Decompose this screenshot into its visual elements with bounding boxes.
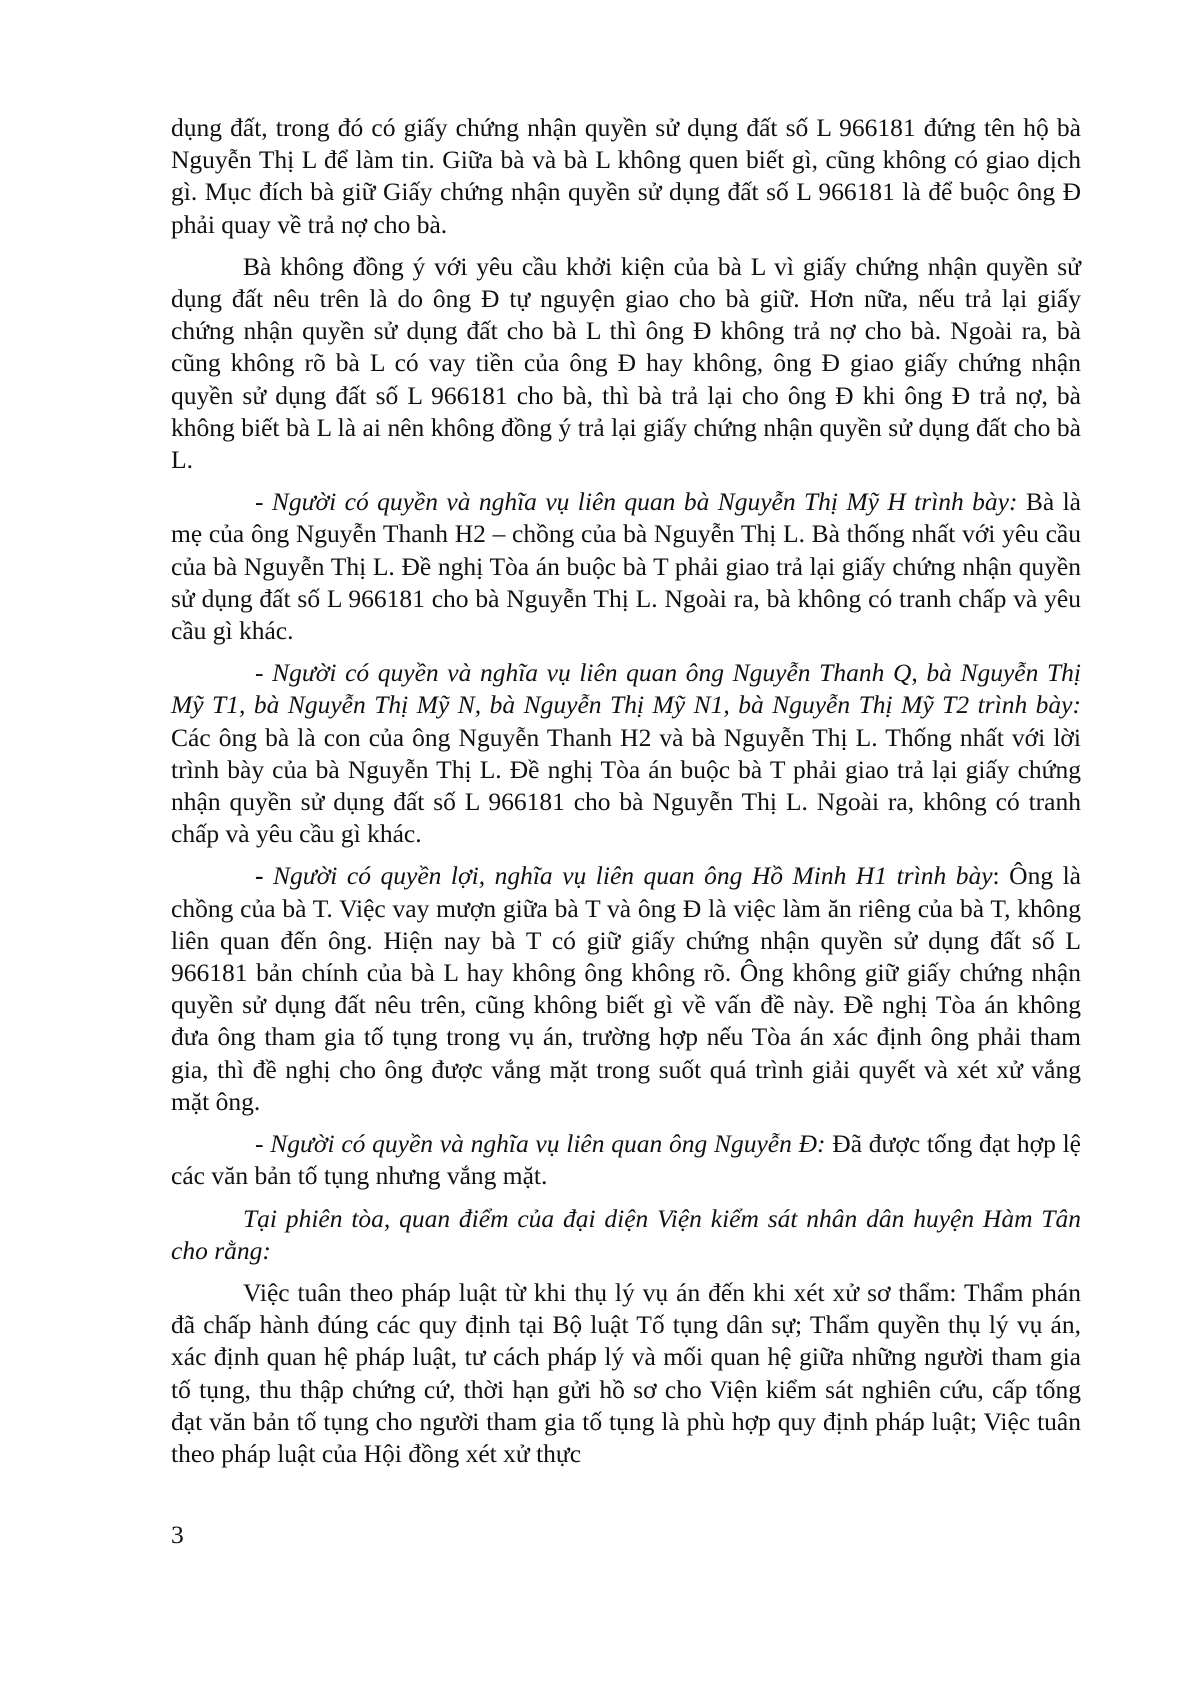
paragraph-5-text: : Ông là chồng của bà T. Việc vay mượn giữa bà T và ông Đ là việc làm ăn riêng của bà T, không liên quan đến ông. Hiện nay bà T có giữ giấy chứng nhận quyền sử dụng đất số L 966181 bản chính của bà L hay không ông không rõ. Ông không giữ giấy chứng nhận quyền sử dụng đất nêu trên, cũng không biết gì về vấn đề này. Đề nghị Tòa án không đưa ông tham gia tố tụng trong vụ án, trường hợp nếu Tòa án xác định ông phải tham gia, thì đề nghị cho ông được vắng mặt trong suốt quá trình giải quyết và xét xử vắng mặt ông. xyxy=(171,861,1082,1116)
paragraph-3-text: Bà là mẹ của ông Nguyễn Thanh H2 – chồng của bà Nguyễn Thị L. Bà thống nhất với yêu cầu của bà Nguyễn Thị L. Đề nghị Tòa án buộc bà T phải giao trả lại giấy chứng nhận quyền sử dụng đất số L 966181 cho bà Nguyễn Thị L. Ngoài ra, bà không có tranh chấp và yêu cầu gì khác. xyxy=(171,487,1081,646)
paragraph-6-text: Đã được tống đạt hợp lệ các văn bản tố tụng nhưng vắng mặt. xyxy=(171,1129,1081,1191)
paragraph-5-heading: Người có quyền lợi, nghĩa vụ liên quan ông Hồ Minh H1 trình bày xyxy=(263,861,993,891)
paragraph-3 xyxy=(171,486,1081,647)
paragraph-2-text: Bà không đồng ý với yêu cầu khởi kiện của bà L vì giấy chứng nhận quyền sử dụng đất nêu trên là do ông Đ tự nguyện giao cho bà giữ. Hơn nữa, nếu trả lại giấy chứng nhận quyền sử dụng đất cho bà L thì ông Đ không trả nợ cho bà. Ngoài ra, bà cũng không rõ bà L có vay tiền của ông Đ hay không, ông Đ giao giấy chứng nhận quyền sử dụng đất số L 966181 cho bà, thì bà trả lại cho ông Đ khi ông Đ trả nợ, bà không biết bà L là ai nên không đồng ý trả lại giấy chứng nhận quyền sử dụng đất cho bà L. xyxy=(171,251,1081,475)
paragraph-4-heading: - Người có quyền và nghĩa vụ liên quan ông Nguyễn Thanh Q, bà Nguyễn Thị Mỹ T1, bà Nguyễn Thị Mỹ N, bà Nguyễn Thị Mỹ N1, bà Nguyễn Thị Mỹ T2 trình bày: xyxy=(171,658,1081,720)
paragraph-7-heading: Tại phiên tòa, quan điểm của đại diện Viện kiểm sát nhân dân huyện Hàm Tân cho rằng: xyxy=(171,1203,1081,1265)
page-number: 3 xyxy=(171,1520,184,1549)
paragraph-2 xyxy=(171,251,1081,476)
paragraph-4-text: Các ông bà là con của ông Nguyễn Thanh H2 và bà Nguyễn Thị L. Thống nhất với lời trình bày của bà Nguyễn Thị L. Đề nghị Tòa án buộc bà T phải giao trả lại giấy chứng nhận quyền sử dụng đất số L 966181 cho bà Nguyễn Thị L. Ngoài ra, không có tranh chấp và yêu cầu gì khác. xyxy=(171,722,1081,849)
paragraph-8-text: Việc tuân theo pháp luật từ khi thụ lý vụ án đến khi xét xử sơ thẩm: Thẩm phán đã chấp hành đúng các quy định tại Bộ luật Tố tụng dân sự; Thẩm quyền thụ lý vụ án, xác định quan hệ pháp luật, tư cách pháp lý và mối quan hệ giữa những người tham gia tố tụng, thu thập chứng cứ, thời hạn gửi hồ sơ cho Viện kiểm sát nghiên cứu, cấp tống đạt văn bản tố tụng cho người tham gia tố tụng là phù hợp quy định pháp luật; Việc tuân theo pháp luật của Hội đồng xét xử thực xyxy=(171,1277,1081,1468)
paragraph-8 xyxy=(171,1277,1081,1470)
paragraph-3-heading: - Người có quyền và nghĩa vụ liên quan bà Nguyễn Thị Mỹ H trình bày: xyxy=(255,487,1018,517)
paragraph-4 xyxy=(171,657,1081,850)
paragraph-5-dash: - xyxy=(255,861,264,891)
paragraph-6 xyxy=(171,1128,1081,1192)
paragraph-1 xyxy=(171,112,1081,241)
paragraph-1-text: dụng đất, trong đó có giấy chứng nhận quyền sử dụng đất số L 966181 đứng tên hộ bà Nguyễn Thị L để làm tin. Giữa bà và bà L không quen biết gì, cũng không có giao dịch gì. Mục đích bà giữ Giấy chứng nhận quyền sử dụng đất số L 966181 là để buộc ông Đ phải quay về trả nợ cho bà. xyxy=(171,113,1081,239)
document-page xyxy=(171,112,1081,1480)
paragraph-6-heading: - Người có quyền và nghĩa vụ liên quan ông Nguyễn Đ: xyxy=(255,1129,826,1159)
paragraph-7 xyxy=(171,1203,1081,1267)
paragraph-5 xyxy=(171,860,1081,1118)
